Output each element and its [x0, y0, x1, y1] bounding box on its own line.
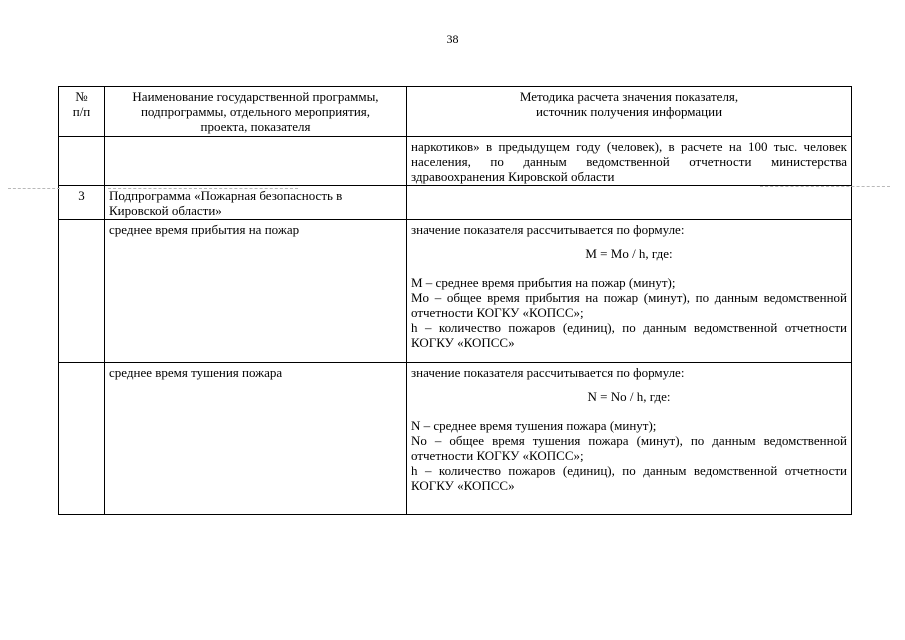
cell-indicator-name: среднее время тушения пожара: [105, 363, 407, 515]
method-definition: M – среднее время прибытия на пожар (минут);: [411, 275, 676, 290]
cell-subprogram-name: Подпрограмма «Пожарная безопасность в Кировской области»: [105, 186, 407, 220]
header-number: [59, 87, 105, 137]
cell-name: [105, 137, 407, 186]
header-number-text: № п/п: [72, 89, 91, 119]
cell-method: [407, 363, 852, 515]
scan-artifact-line: [760, 186, 890, 187]
page-number: 38: [446, 32, 459, 46]
cell-number: [59, 137, 105, 186]
table-row-indicator-arrival-time: [59, 220, 852, 363]
method-intro: значение показателя рассчитывается по формуле:: [411, 365, 685, 380]
method-formula: N = No / h, где:: [587, 389, 671, 404]
method-definition: Mo – общее время прибытия на пожар (минут), по данным ведомственной отчетности КОГКУ «КОПСС»;: [411, 290, 847, 320]
scan-artifact-line: [8, 188, 60, 189]
table-header-row: [59, 87, 852, 137]
scan-artifact-line: [108, 188, 298, 189]
cell-method: [407, 186, 852, 220]
header-method: [407, 87, 852, 137]
header-name-text: Наименование государственной программы, подпрограммы, отдельного мероприятия, проекта, показателя: [132, 89, 379, 134]
table-row-indicator-extinguishing-time: [59, 363, 852, 515]
table-row-continuation: [59, 137, 852, 186]
method-definition: h – количество пожаров (единиц), по данным ведомственной отчетности КОГКУ «КОПСС»: [411, 320, 847, 350]
cell-number: [59, 220, 105, 363]
method-definition: No – общее время тушения пожара (минут), по данным ведомственной отчетности КОГКУ «КОПСС»;: [411, 433, 847, 463]
cell-indicator-name: среднее время прибытия на пожар: [105, 220, 407, 363]
cell-number: 3: [59, 186, 105, 220]
indicator-methodology-table: [58, 86, 852, 515]
method-definition: h – количество пожаров (единиц), по данным ведомственной отчетности КОГКУ «КОПСС»: [411, 463, 847, 493]
method-text: наркотиков» в предыдущем году (человек), в расчете на 100 тыс. человек населения, по данным ведомственной отчетности министерства здравоохранения Кировской области: [411, 139, 847, 184]
cell-method: [407, 220, 852, 363]
cell-method: [407, 137, 852, 186]
method-intro: значение показателя рассчитывается по формуле:: [411, 222, 685, 237]
cell-number: [59, 363, 105, 515]
header-method-text: Методика расчета значения показателя, источник получения информации: [519, 89, 739, 119]
table-row-subprogram: [59, 186, 852, 220]
method-definition: N – среднее время тушения пожара (минут);: [411, 418, 657, 433]
method-formula: M = Mo / h, где:: [585, 246, 673, 261]
header-name: [105, 87, 407, 137]
